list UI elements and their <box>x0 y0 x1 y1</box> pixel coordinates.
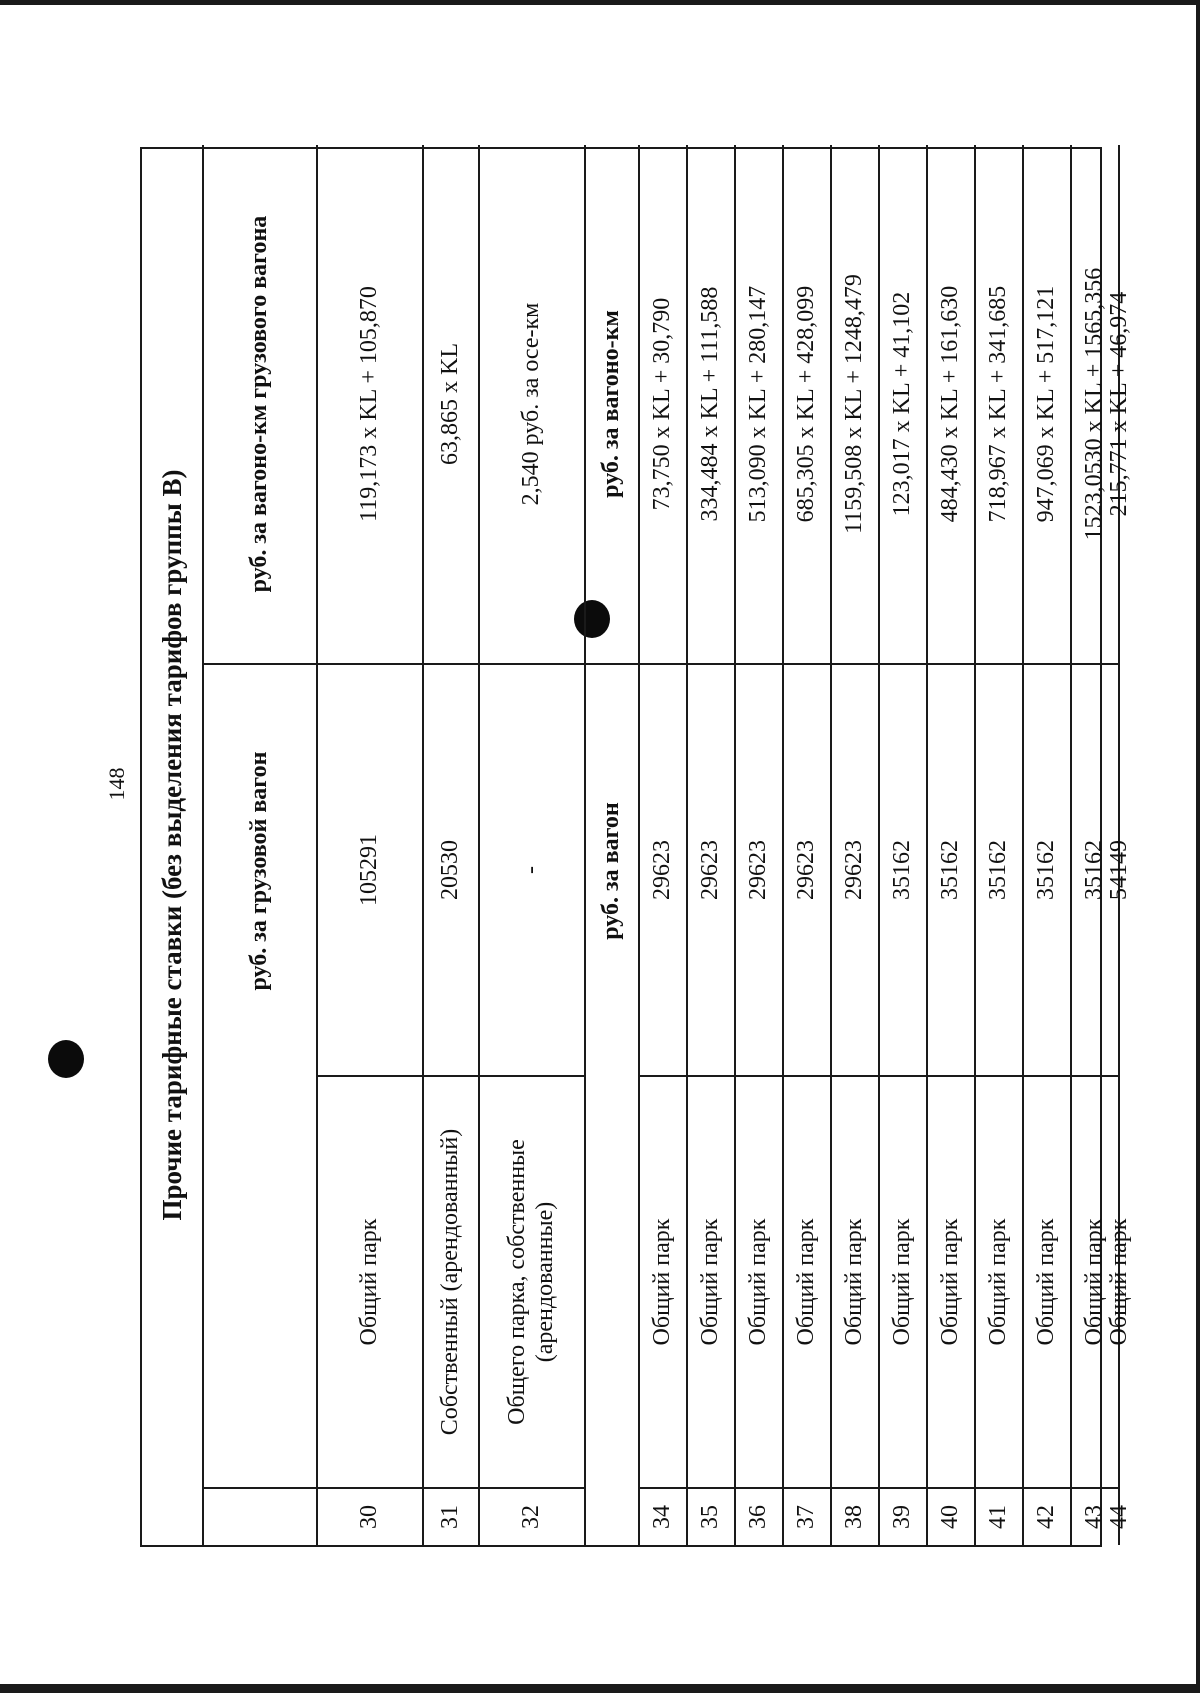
row-wagon-rate: 29623 <box>832 665 878 1077</box>
table-row <box>480 145 586 1545</box>
row-number: 42 <box>1033 1505 1060 1529</box>
row-km-rate: 119,173 x KL + 105,870 <box>318 145 422 665</box>
row-km-rate: 947,069 x KL + 517,121 <box>1024 145 1070 665</box>
row-park-type: Общий парк <box>736 1077 782 1489</box>
row-park-type: Общий парк <box>640 1077 686 1489</box>
row-wagon-rate: 35162 <box>1072 665 1118 1077</box>
row-park-type: Общий парк <box>880 1077 926 1489</box>
table-subheader-row <box>586 145 640 1545</box>
row-park-type: Общий парк <box>318 1077 422 1489</box>
row-km-rate: 685,305 x KL + 428,099 <box>784 145 830 665</box>
row-km-rate: 718,967 x KL + 341,685 <box>976 145 1022 665</box>
row-wagon-rate: 29623 <box>640 665 686 1077</box>
page-number: 148 <box>104 767 129 801</box>
table-row <box>424 145 480 1545</box>
row-km-rate: 2,540 руб. за осе-км <box>480 145 584 665</box>
row-km-rate: 484,430 x KL + 161,630 <box>928 145 974 665</box>
table-title: Прочие тарифные ставки (без выделения тарифов группы В) <box>142 145 204 1545</box>
row-km-rate: 513,090 x KL + 280,147 <box>736 145 782 665</box>
row-number: 30 <box>356 1505 383 1529</box>
subheader-empty-cell <box>586 1077 638 1489</box>
row-number: 43 <box>1081 1505 1108 1529</box>
subheader-wagon-unit: руб. за вагон <box>598 802 625 940</box>
table-row <box>976 145 1024 1545</box>
row-wagon-rate: 35162 <box>880 665 926 1077</box>
row-park-type: Собственный (арендованный) <box>424 1077 478 1489</box>
table-row <box>688 145 736 1545</box>
row-wagon-rate: 29623 <box>784 665 830 1077</box>
header-empty-cell <box>204 1077 316 1489</box>
row-wagon-rate: 35162 <box>928 665 974 1077</box>
row-park-type: Общий парк <box>1072 1077 1118 1489</box>
row-park-type: Общий парк <box>928 1077 974 1489</box>
table-row <box>736 145 784 1545</box>
table-row <box>640 145 688 1545</box>
row-wagon-rate: 29623 <box>688 665 734 1077</box>
row-km-rate: 334,484 x KL + 111,588 <box>688 145 734 665</box>
row-wagon-rate: 105291 <box>318 665 422 1077</box>
row-km-rate: 63,865 x KL <box>424 145 478 665</box>
row-number: 39 <box>889 1505 916 1529</box>
row-park-type: Общий парк <box>976 1077 1022 1489</box>
row-wagon-rate: 35162 <box>976 665 1022 1077</box>
row-park-type: Общий парк <box>688 1077 734 1489</box>
row-wagon-rate: 20530 <box>424 665 478 1077</box>
subheader-km-unit: руб. за вагоно-км <box>586 145 638 665</box>
row-park-type: Общего парка, собственные (арендованные) <box>480 1077 584 1489</box>
table-row <box>832 145 880 1545</box>
row-number: 31 <box>437 1505 464 1529</box>
table-header-row <box>204 145 318 1545</box>
row-km-rate: 1523,0530 x KL + 1565,356 <box>1072 145 1118 665</box>
row-park-type: Общий парк <box>1024 1077 1070 1489</box>
row-park-type: Общий парк <box>832 1077 878 1489</box>
row-km-rate: 123,017 x KL + 41,102 <box>880 145 926 665</box>
table-row <box>318 145 424 1545</box>
header-empty-cell <box>204 1489 316 1545</box>
row-wagon-rate: 35162 <box>1024 665 1070 1077</box>
row-park-type: Общий парк <box>784 1077 830 1489</box>
table-row <box>1024 145 1072 1545</box>
row-number: 41 <box>985 1505 1012 1529</box>
row-wagon-rate: - <box>480 665 584 1077</box>
header-km-unit: руб. за вагоно-км грузового вагона <box>204 145 316 665</box>
row-number: 32 <box>518 1505 545 1529</box>
table-row <box>928 145 976 1545</box>
row-km-rate: 73,750 x KL + 30,790 <box>640 145 686 665</box>
row-number: 34 <box>649 1505 676 1529</box>
row-number: 37 <box>793 1505 820 1529</box>
row-number: 38 <box>841 1505 868 1529</box>
row-number: 35 <box>697 1505 724 1529</box>
header-wagon-unit: руб. за грузовой вагон <box>246 751 273 991</box>
table-row <box>880 145 928 1545</box>
row-number: 36 <box>745 1505 772 1529</box>
row-wagon-rate: 29623 <box>736 665 782 1077</box>
row-km-rate: 1159,508 x KL + 1248,479 <box>832 145 878 665</box>
subheader-empty-cell <box>586 1489 638 1545</box>
row-number: 40 <box>937 1505 964 1529</box>
table-row <box>784 145 832 1545</box>
tariff-table: Прочие тарифные ставки (без выделения тарифов группы В) руб. за грузовой вагон руб. за вагоно-км грузового вагона 30 Общий парк 105291 119,173 x KL + 105,870 31 Собственный (арендованный) 20530 63,865 x KL 32 Общего парка, собственные (арендованные) - 2,540 руб. за осе-км руб. за вагон руб. за вагоно-км 34 Общий парк 29623 73,750 x KL + 30,790 35 Общий парк 29623 334,484 x KL + 111,588 36 Общий парк 29623 513,090 x KL + 280,147 37 Общий парк 29623 685,305 x KL + 428,099 38 Общий парк 29623 1159,508 x KL + 1248,479 39 Общий парк 35162 123,017 x KL + 41,102 40 Общий парк 35162 484,430 x KL + 161,630 41 Общий парк 35162 718,967 x KL + 341,685 42 Общий парк 35162 947,069 x KL + 517,121 43 Общий парк 35162 1523,0530 x KL + 1565,356 44 Общий парк 54149 215,771 x KL + 46,974 <box>140 147 1102 1547</box>
